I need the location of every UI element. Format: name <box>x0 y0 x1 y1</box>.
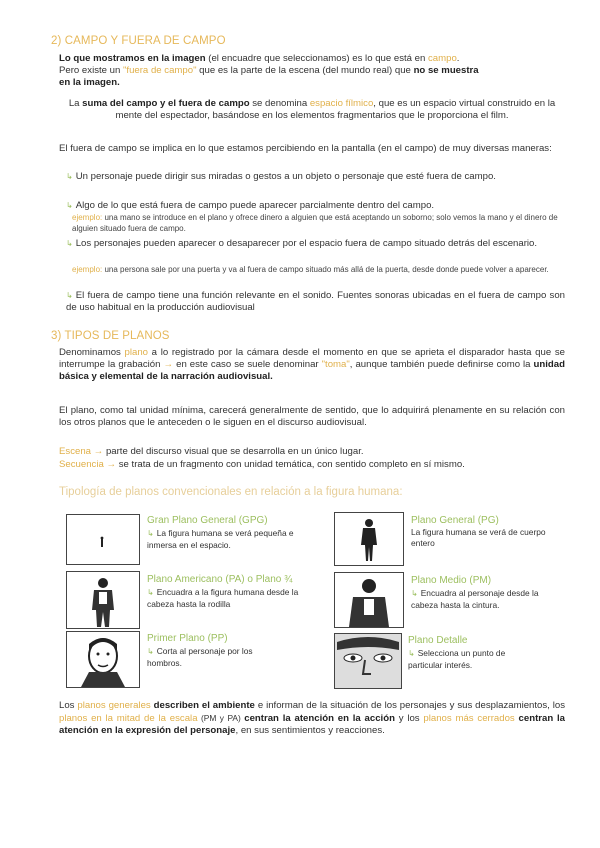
card-title: Plano Medio (PM) <box>411 575 492 586</box>
section-2-heading: 2) CAMPO Y FUERA DE CAMPO <box>51 35 226 47</box>
card-title: Primer Plano (PP) <box>147 633 228 644</box>
pa-illustration <box>66 571 140 629</box>
paragraph-unidad: El plano, como tal unidad mínima, carecerá generalmente de sentido, que lo adquirirá plenamente en su relación con los otros planos que le anteceden o le siguen en el discurso audiovisual. <box>59 405 565 429</box>
example-note: ejemplo: una persona sale por una puerta y va al fuera de campo situado más allá de la puerta, desde donde puede volver a aparecer. <box>72 265 549 274</box>
card-title: Plano General (PG) <box>411 515 499 526</box>
card-title: Plano Americano (PA) o Plano ¾ <box>147 574 293 585</box>
section-3-heading: 3) TIPOS DE PLANOS <box>51 330 170 342</box>
card-desc: ↳ Corta al personaje por los hombros. <box>147 646 253 668</box>
card-desc: ↳ La figura humana se verá pequeña e inmersa en el espacio. <box>147 528 294 550</box>
example-note: ejemplo: una mano se introduce en el plano y ofrece dinero a alguien que está aceptando un soborno; solo vemos la mano y el dinero de alguien situado fuera de campo. <box>72 213 558 233</box>
arrow-return-icon: ↳ <box>411 589 418 598</box>
card-title: Plano Detalle <box>408 635 468 646</box>
standing-figure-icon <box>335 513 403 565</box>
eyes-detail-icon <box>335 634 401 688</box>
bullet-item: ↳ El fuera de campo tiene una función relevante en el sonido. Fuentes sonoras ubicadas en el fuera de campo son de uso habitual en la producción audiovisual <box>66 290 565 314</box>
pg-illustration <box>334 512 404 566</box>
pm-illustration <box>334 572 404 628</box>
arrow-return-icon: ↳ <box>147 588 154 597</box>
card-desc: ↳ Encuadra a la figura humana desde la cabeza hasta la rodilla <box>147 587 299 609</box>
bullet-item: ↳ Algo de lo que está fuera de campo puede aparecer parcialmente dentro del campo. <box>66 200 435 211</box>
definition-escena: Escena → parte del discurso visual que se desarrolla en un único lugar. <box>59 446 364 457</box>
paragraph-espacio-filmico: La suma del campo y el fuera de campo se denomina espacio fílmico, que es un espacio virtual construido en la mente del espectador, basándose en los elementos fragmentarios que le proporciona el film. <box>68 98 556 122</box>
typology-heading: Tipología de planos convencionales en relación a la figura humana: <box>59 486 403 498</box>
card-desc: La figura humana se verá de cuerpo entero <box>411 527 546 548</box>
bullet-item: ↳ Un personaje puede dirigir sus miradas o gestos a un objeto o personaje que esté fuera de campo. <box>66 171 496 182</box>
paragraph-fuera-de-campo: El fuera de campo se implica en lo que estamos percibiendo en la pantalla (en el campo) de muy diversas maneras: <box>59 143 552 154</box>
american-shot-figure-icon <box>67 572 139 628</box>
paragraph-summary: Los planos generales describen el ambiente e informan de la situación de los personajes y sus desplazamientos, los planos en la mitad de la escala (PM y PA) centran la atención en la acción y los planos más cerrados centran la atención en la expresión del personaje, en sus sentimientos y reacciones. <box>59 700 566 737</box>
arrow-return-icon: ↳ <box>147 647 154 656</box>
tiny-figure-icon <box>67 515 139 564</box>
card-desc: ↳ Encuadra al personaje desde la cabeza hasta la cintura. <box>411 588 539 610</box>
arrow-return-icon: ↳ <box>408 649 415 658</box>
medium-shot-figure-icon <box>335 573 403 627</box>
arrow-return-icon: ↳ <box>147 529 154 538</box>
bullet-item: ↳ Los personajes pueden aparecer o desaparecer por el espacio fuera de campo situado detrás del escenario. <box>66 238 538 249</box>
definition-secuencia: Secuencia → se trata de un fragmento con unidad temática, con sentido completo en sí mismo. <box>59 459 465 470</box>
arrow-return-icon: ↳ <box>66 239 73 248</box>
arrow-return-icon: ↳ <box>66 172 73 181</box>
pp-illustration <box>66 631 140 688</box>
paragraph-plano: Denominamos plano a lo registrado por la cámara desde el momento en que se aprieta el disparador hasta que se interrumpe la grabación → en este caso se suele denominar "toma", aunque también puede definirse como la unidad básica y elemental de la narración audiovisual. <box>59 347 565 383</box>
card-desc: ↳ Selecciona un punto de particular interés. <box>408 648 506 670</box>
closeup-face-icon <box>67 632 139 687</box>
arrow-return-icon: ↳ <box>66 201 73 210</box>
arrow-return-icon: ↳ <box>66 291 73 300</box>
paragraph-campo: Lo que mostramos en la imagen (el encuadre que seleccionamos) es lo que está en campo. Pero existe un "fuera de campo" que es la parte de la escena (del mundo real) que no se muestra en la imagen. <box>59 53 479 89</box>
detail-illustration <box>334 633 402 689</box>
gpg-illustration <box>66 514 140 565</box>
card-title: Gran Plano General (GPG) <box>147 515 268 526</box>
